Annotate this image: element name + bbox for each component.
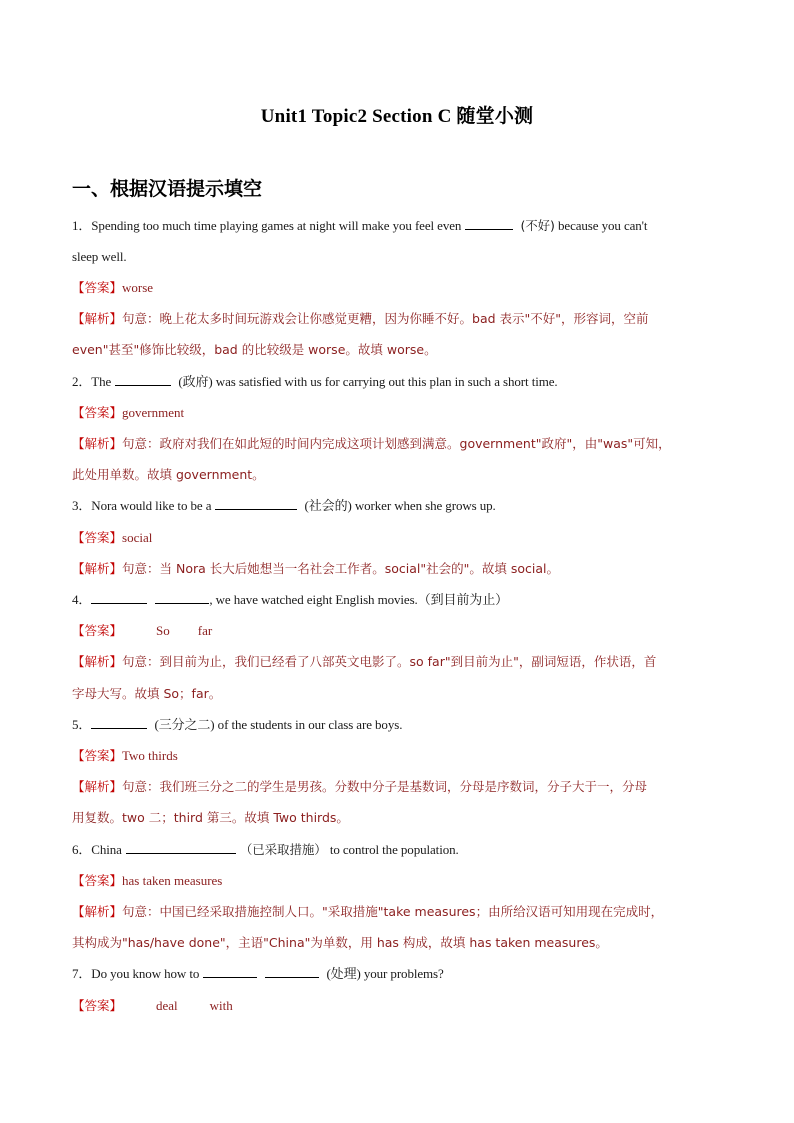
analysis-label: 【解析】 (72, 311, 123, 326)
analysis-text: 句意：当 Nora 长大后她想当一名社会工作者。social"社会的"。故填 social。 (122, 561, 560, 576)
answer-text: far (197, 623, 213, 638)
question-text: 6．China (72, 842, 122, 857)
question-text: because you can't (558, 218, 648, 233)
answer-blank (215, 497, 297, 510)
question-5 (72, 716, 722, 734)
question-text: 2．The (72, 374, 112, 389)
analysis-text: 句意：我们班三分之二的学生是男孩。分数中分子是基数词，分母是序数词，分子大于一，分母 (122, 779, 648, 794)
question-1 (72, 217, 722, 235)
answer-6 (72, 872, 722, 890)
analysis-5 (72, 778, 722, 796)
question-text: 1．Spending too much time playing games at night will make you feel even (72, 218, 462, 233)
answer-4 (72, 622, 722, 640)
analysis-4 (72, 653, 722, 671)
answer-text: So (156, 623, 170, 638)
analysis-label: 【解析】 (72, 904, 123, 919)
question-3 (72, 497, 722, 515)
analysis-2 (72, 435, 722, 453)
answer-text: has taken measures (122, 873, 223, 888)
section-heading: 一、根据汉语提示填空 (72, 178, 263, 200)
question-text: (三分之二) of the students in our class are boys. (154, 717, 403, 732)
answer-text: Two thirds (122, 748, 178, 763)
answer-blank (155, 591, 209, 604)
analysis-label: 【解析】 (72, 654, 123, 669)
answer-2 (72, 404, 722, 422)
question-text: (社会的) worker when she grows up. (304, 498, 496, 513)
question-text: 4． (72, 592, 92, 607)
answer-blank (91, 716, 147, 729)
analysis-text: 句意：政府对我们在如此短的时间内完成这项计划感到满意。government"政府"，由"was"可知， (122, 436, 671, 451)
analysis-text: 句意：晚上花太多时间玩游戏会让你感觉更糟，因为你睡不好。bad 表示"不好"，形容词，空前 (122, 311, 649, 326)
answer-blank (465, 217, 513, 230)
answer-text: with (209, 998, 233, 1013)
answer-7 (72, 997, 722, 1015)
answer-label: 【答案】 (72, 748, 123, 763)
analysis-6-cont: 其构成为"has/have done"，主语"China"为单数，用 has 构成，故填 has taken measures。 (72, 935, 608, 950)
answer-text: worse (122, 280, 154, 295)
hint-text: （已采取措施） (239, 842, 327, 857)
analysis-text: 句意：中国已经采取措施控制人口。"采取措施"take measures；由所给汉语可知用现在完成时， (122, 904, 664, 919)
hint-text: (不好) (520, 218, 555, 233)
analysis-label: 【解析】 (72, 561, 123, 576)
answer-3 (72, 529, 722, 547)
analysis-6 (72, 903, 722, 921)
answer-label: 【答案】 (72, 405, 123, 420)
question-text: (处理) your problems? (326, 966, 444, 981)
analysis-1-cont: even"甚至"修饰比较级，bad 的比较级是 worse。故填 worse。 (72, 342, 437, 357)
answer-label: 【答案】 (72, 623, 123, 638)
question-2 (72, 373, 722, 391)
question-text: , we have watched eight English movies.（到目前为止） (209, 592, 508, 607)
page-title: Unit1 Topic2 Section C 随堂小测 (260, 106, 534, 127)
analysis-2-cont: 此处用单数。故填 government。 (72, 467, 265, 482)
analysis-3 (72, 560, 722, 578)
question-text: to control the population. (329, 842, 459, 857)
question-4 (72, 591, 722, 609)
answer-text: social (122, 530, 153, 545)
answer-blank (91, 591, 147, 604)
question-6 (72, 841, 722, 859)
analysis-4-cont: 字母大写。故填 So；far。 (72, 686, 222, 701)
answer-label: 【答案】 (72, 998, 123, 1013)
answer-blank (265, 965, 319, 978)
answer-label: 【答案】 (72, 280, 123, 295)
question-text: 3．Nora would like to be a (72, 498, 212, 513)
answer-text: government (122, 405, 185, 420)
analysis-label: 【解析】 (72, 779, 123, 794)
answer-5 (72, 747, 722, 765)
question-text: (政府) was satisfied with us for carrying out this plan in such a short time. (178, 374, 558, 389)
answer-label: 【答案】 (72, 873, 123, 888)
analysis-text: 句意：到目前为止，我们已经看了八部英文电影了。so far"到目前为止"，副词短语，作状语，首 (122, 654, 657, 669)
analysis-5-cont: 用复数。two 二；third 第三。故填 Two thirds。 (72, 810, 349, 825)
question-text: 7．Do you know how to (72, 966, 200, 981)
answer-1 (72, 279, 722, 297)
answer-text: deal (156, 998, 178, 1013)
answer-blank (203, 965, 257, 978)
answer-label: 【答案】 (72, 530, 123, 545)
answer-blank (115, 373, 171, 386)
answer-blank (126, 841, 236, 854)
question-text: 5． (72, 717, 92, 732)
question-7 (72, 965, 722, 983)
question-1-cont: sleep well. (72, 249, 127, 264)
analysis-1 (72, 310, 722, 328)
analysis-label: 【解析】 (72, 436, 123, 451)
